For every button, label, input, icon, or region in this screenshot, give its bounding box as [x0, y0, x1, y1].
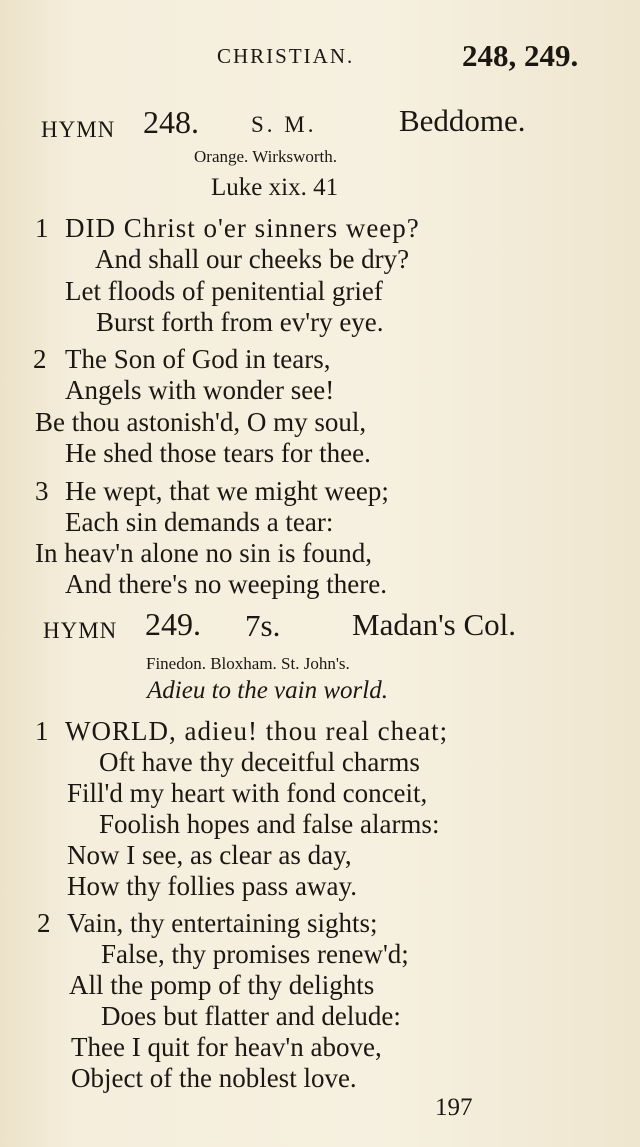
hymn-249-meter: 7s.: [245, 608, 281, 643]
verse-line: Oft have thy deceitful charms: [99, 747, 420, 777]
verse-line: Vain, thy entertaining sights;: [67, 908, 378, 938]
hymn-248-author: Beddome.: [399, 103, 526, 138]
verse-number: 1: [35, 213, 49, 243]
verse-number: 3: [35, 476, 49, 506]
verse-number: 1: [35, 716, 49, 746]
verse-line: The Son of God in tears,: [65, 344, 331, 374]
verse-line: Now I see, as clear as day,: [67, 840, 352, 870]
verse-line: WORLD, adieu! thou real cheat;: [65, 716, 449, 746]
verse-line: Does but flatter and delude:: [101, 1001, 401, 1031]
hymn-248-meter: S. M.: [251, 112, 317, 137]
verse-line: Thee I quit for heav'n above,: [71, 1032, 382, 1062]
verse-line: Foolish hopes and false alarms:: [99, 809, 440, 839]
verse-line: He shed those tears for thee.: [65, 438, 371, 468]
verse-line: False, thy promises renew'd;: [101, 939, 409, 969]
hymn-249-number: 249.: [145, 606, 201, 642]
hymn-249-tunes: Finedon. Bloxham. St. John's.: [146, 654, 350, 673]
verse-line: Be thou astonish'd, O my soul,: [35, 407, 367, 437]
page-number: 197: [435, 1094, 473, 1121]
verse-number: 2: [33, 344, 47, 374]
hymn-248-tunes: Orange. Wirksworth.: [194, 147, 337, 166]
verse-line: All the pomp of thy delights: [69, 970, 375, 1000]
hymn-249-label: HYMN: [43, 618, 118, 643]
verse-line: Object of the noblest love.: [71, 1063, 357, 1093]
page-hymn-numbers: 248, 249.: [462, 38, 579, 73]
hymn-248-number: 248.: [143, 104, 199, 140]
verse-line: And there's no weeping there.: [65, 569, 388, 599]
verse-number: 2: [37, 908, 51, 938]
verse-line: In heav'n alone no sin is found,: [35, 538, 373, 568]
verse-line: Let floods of penitential grief: [65, 276, 383, 306]
verse-line: And shall our cheeks be dry?: [95, 244, 410, 274]
verse-line: DID Christ o'er sinners weep?: [65, 213, 420, 243]
verse-line: He wept, that we might weep;: [65, 476, 389, 506]
verse-line: Burst forth from ev'ry eye.: [96, 307, 384, 337]
verse-line: Angels with wonder see!: [65, 375, 335, 405]
hymn-249-subject: Adieu to the vain world.: [147, 677, 388, 704]
running-title: CHRISTIAN.: [217, 44, 355, 68]
hymn-248-label: HYMN: [41, 117, 116, 142]
verse-line: How thy follies pass away.: [67, 871, 357, 901]
verse-line: Fill'd my heart with fond conceit,: [67, 778, 428, 808]
hymn-248-scripture: Luke xix. 41: [211, 174, 339, 201]
verse-line: Each sin demands a tear:: [65, 507, 334, 537]
hymn-249-author: Madan's Col.: [352, 607, 517, 642]
